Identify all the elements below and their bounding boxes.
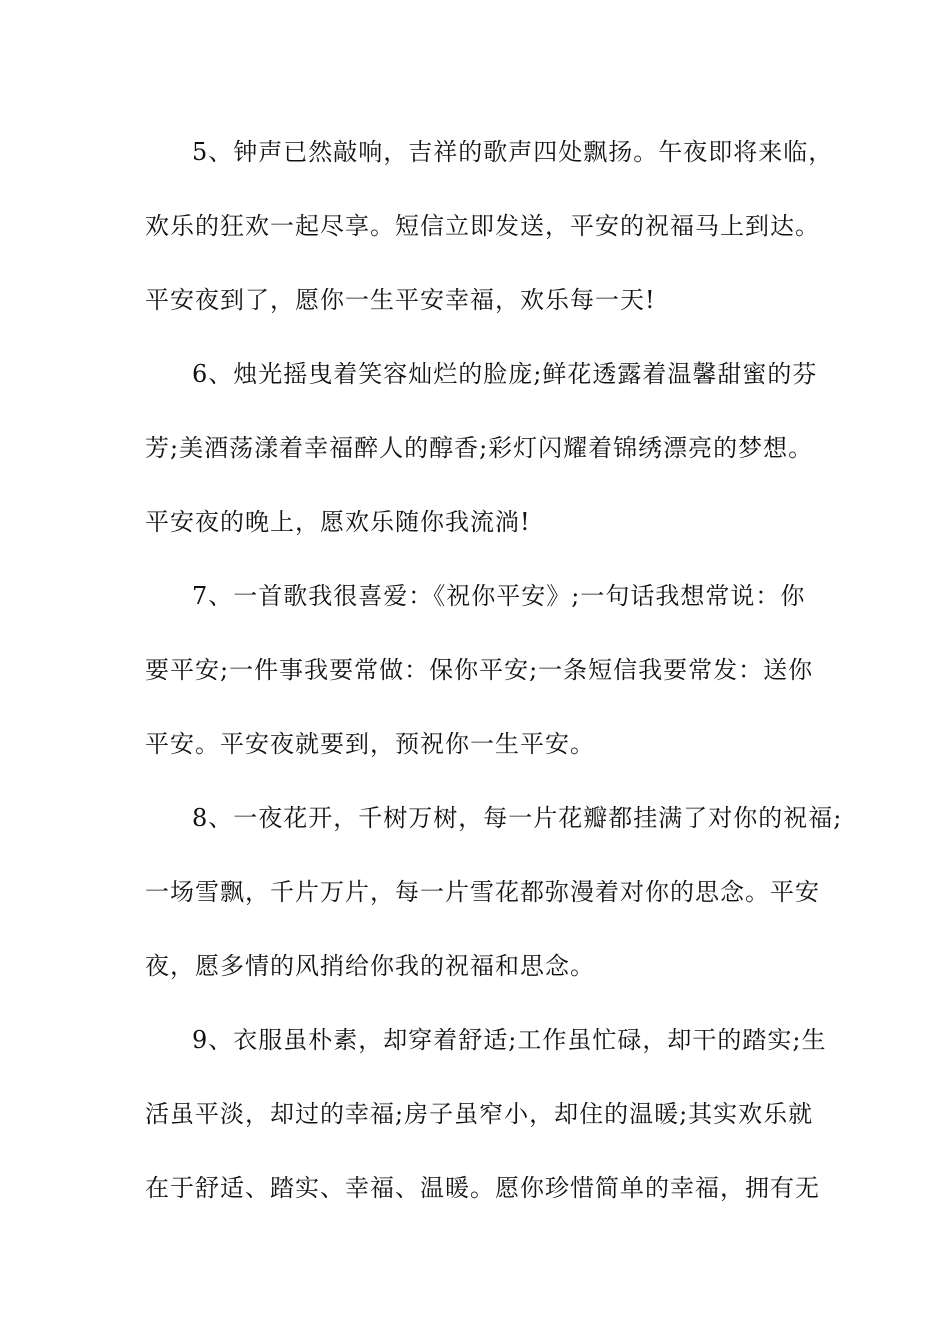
paragraph-line: 平安。平安夜就要到，预祝你一生平安。 (145, 730, 595, 758)
paragraph-line: 活虽平淡，却过的幸福;房子虽窄小，却住的温暖;其实欢乐就 (145, 1100, 814, 1128)
paragraph-line: 一场雪飘，千片万片，每一片雪花都弥漫着对你的思念。平安 (145, 878, 820, 906)
paragraph-line: 平安夜到了，愿你一生平安幸福，欢乐每一天! (145, 286, 656, 314)
paragraph-line: 9、衣服虽朴素，却穿着舒适;工作虽忙碌，却干的踏实;生 (192, 1026, 827, 1054)
paragraph-line: 平安夜的晚上，愿欢乐随你我流淌! (145, 508, 531, 536)
paragraph-line: 欢乐的狂欢一起尽享。短信立即发送，平安的祝福马上到达。 (145, 212, 820, 240)
paragraph-line: 6、烛光摇曳着笑容灿烂的脸庞;鲜花透露着温馨甜蜜的芬 (192, 360, 818, 388)
paragraph-line: 7、一首歌我很喜爱：《祝你平安》;一句话我想常说：你 (192, 582, 806, 610)
paragraph-line: 要平安;一件事我要常做：保你平安;一条短信我要常发：送你 (145, 656, 814, 684)
paragraph-line: 芳;美酒荡漾着幸福醉人的醇香;彩灯闪耀着锦绣漂亮的梦想。 (145, 434, 814, 462)
paragraph-line: 夜，愿多情的风捎给你我的祝福和思念。 (145, 952, 595, 980)
paragraph-line: 在于舒适、踏实、幸福、温暖。愿你珍惜简单的幸福，拥有无 (145, 1174, 820, 1202)
paragraph-line: 8、一夜花开，千树万树，每一片花瓣都挂满了对你的祝福; (192, 804, 843, 832)
paragraph-line: 5、钟声已然敲响，吉祥的歌声四处飘扬。午夜即将来临， (192, 138, 834, 166)
